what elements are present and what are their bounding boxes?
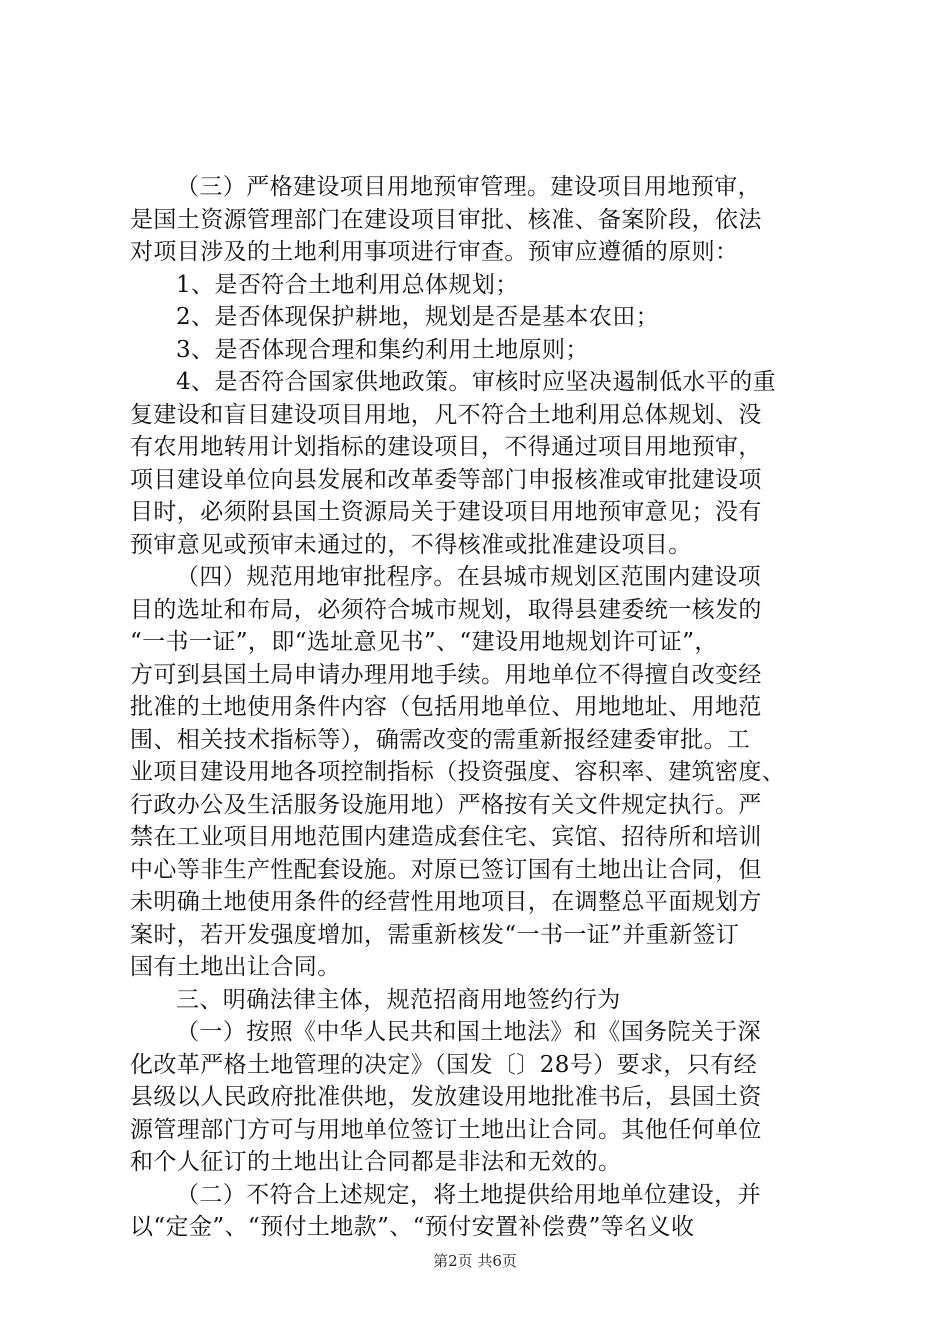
text-line: （三）严格建设项目用地预审管理。建设项目用地预审， [176,174,761,200]
text-line: 方可到县国土局申请办理用地手续。用地单位不得擅自改变经 [130,661,762,688]
text-line: 行政办公及生活服务设施用地）严格按有关文件规定执行。严 [130,791,762,818]
text-line: 目的选址和布局，必须符合城市规划，取得县建委统一核发的 [130,596,762,623]
text-line: 以“定金”、“预付土地款”、“预付安置补偿费”等名义收 [130,1214,695,1240]
page-footer [0,1250,950,1271]
text-line: 目时，必须附县国土资源局关于建设项目用地预审意见；没有 [130,499,762,525]
text-line: 国有土地出让合同。 [130,954,341,980]
text-line: 禁在工业项目用地范围内建造成套住宅、宾馆、招待所和培训 [130,824,762,850]
text-line: 三、明确法律主体，规范招商用地签约行为 [176,986,621,1013]
text-line: 2、是否体现保护耕地，规划是否是基本农田； [176,304,660,330]
document-body [130,171,830,1244]
text-line: 3、是否体现合理和集约利用土地原则； [176,336,589,363]
page-number-label: 第2页 共6页 [433,1252,517,1270]
text-line: （二）不符合上述规定，将土地提供给用地单位建设，并 [176,1181,761,1208]
text-line: 预审意见或预审未通过的，不得核准或批准建设项目。 [130,531,692,558]
text-line: 业项目建设用地各项控制指标（投资强度、容积率、建筑密度、 [130,759,786,785]
text-line: 批准的土地使用条件内容（包括用地单位、用地地址、用地范 [130,694,762,720]
text-line: 复建设和盲目建设项目用地，凡不符合土地利用总体规划、没 [130,401,762,428]
text-line: 中心等非生产性配套设施。对原已签订国有土地出让合同，但 [130,856,762,883]
text-line: 1、是否符合土地利用总体规划； [176,271,519,298]
text-line: 围、相关技术指标等），确需改变的需重新报经建委审批。工 [130,726,751,753]
text-line: 4、是否符合国家供地政策。审核时应坚决遏制低水平的重 [176,369,777,395]
text-line: 未明确土地使用条件的经营性用地项目，在调整总平面规划方 [130,889,762,915]
text-line: 项目建设单位向县发展和改革委等部门申报核准或审批建设项 [130,466,762,493]
text-line: 对项目涉及的土地利用事项进行审查。预审应遵循的原则： [130,239,739,265]
text-line: 和个人征订的土地出让合同都是非法和无效的。 [130,1149,622,1175]
text-line: （四）规范用地审批程序。在县城市规划区范围内建设项 [176,564,761,590]
text-line: 有农用地转用计划指标的建设项目，不得通过项目用地预审， [130,434,762,460]
text-line: “一书一证”，即“选址意见书”、“建设用地规划许可证”， [130,629,718,655]
text-line: 源管理部门方可与用地单位签订土地出让合同。其他任何单位 [130,1116,762,1143]
text-line: 是国土资源管理部门在建设项目审批、核准、备案阶段，依法 [130,206,762,233]
text-line: （一）按照《中华人民共和国土地法》和《国务院关于深 [176,1019,761,1045]
text-line: 化改革严格土地管理的决定》（国发〔〕28号）要求，只有经 [130,1051,757,1078]
text-line: 案时，若开发强度增加，需重新核发“一书一证”并重新签订 [130,921,740,948]
text-line: 县级以人民政府批准供地，发放建设用地批准书后，县国土资 [130,1084,762,1110]
